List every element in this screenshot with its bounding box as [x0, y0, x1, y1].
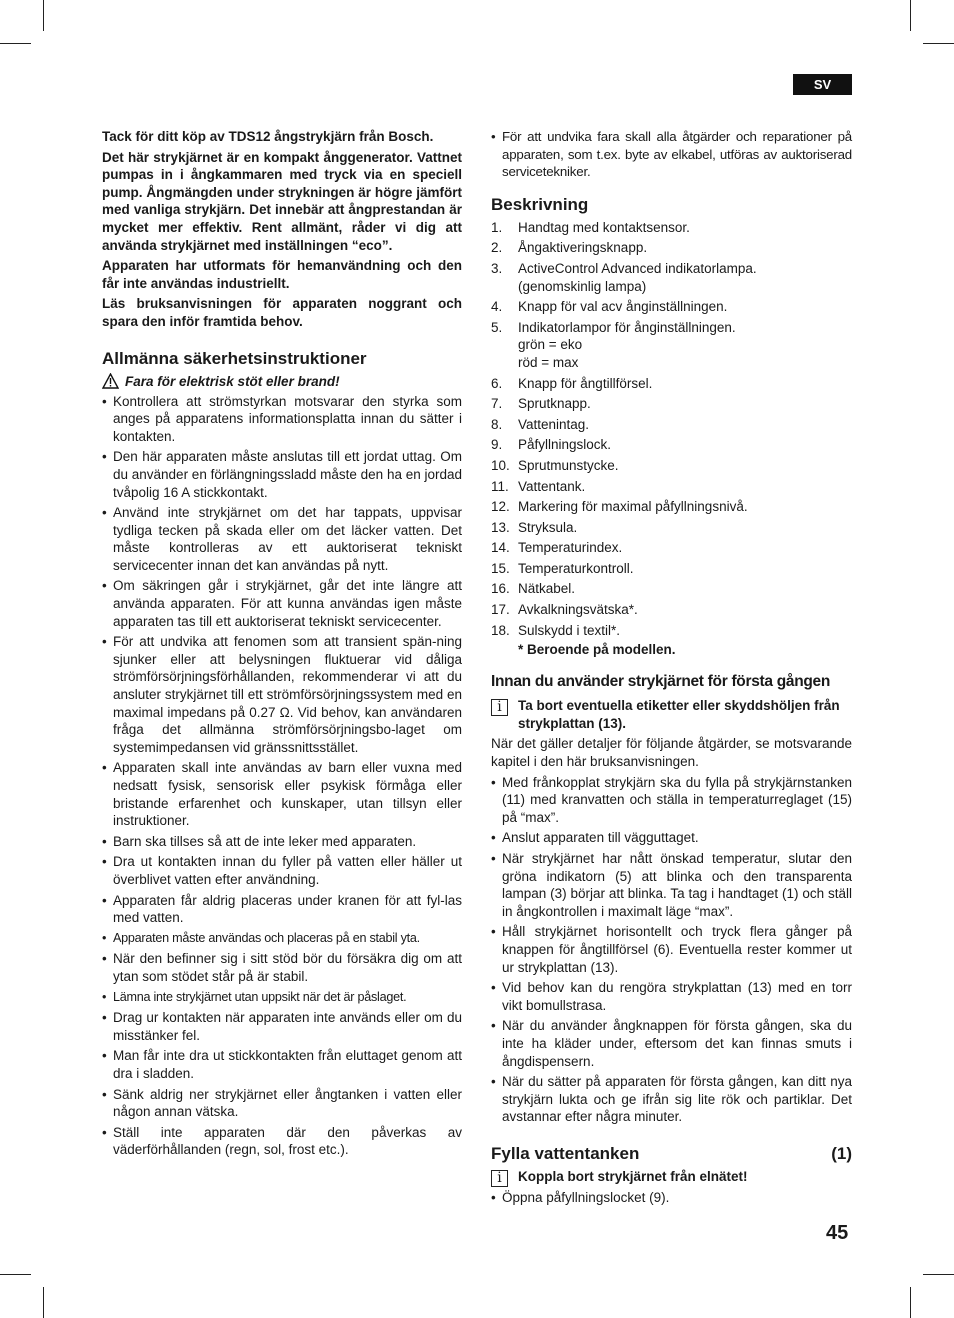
parts-list-item: [491, 478, 852, 496]
item-text: Sprutknapp.: [518, 396, 591, 412]
item-text: Handtag med kontaktsensor.: [518, 219, 690, 235]
fill-tank-info-text: Koppla bort strykjärnet från elnätet!: [518, 1168, 748, 1184]
list-item: • När strykjärnet har nått önskad temperatur, slutar den gröna indikatorn (5) att blinka och den transparenta lampan (3) börjar att blinka. Ta tag i handtaget (1) och ställ in ångkontrollen i maximalt läge “max”.: [491, 850, 852, 920]
parts-list-item: [491, 519, 852, 537]
fill-tank-heading: Fylla vattentanken: [491, 1143, 640, 1163]
parts-list-item: [491, 560, 852, 578]
item-subtext: röd = max: [518, 354, 579, 370]
item-text: Påfyllningslock.: [518, 437, 612, 453]
item-text: Sulskydd i textil*.: [518, 622, 621, 638]
page-number: 45: [826, 1222, 849, 1244]
crop-mark: [43, 0, 44, 31]
first-use-heading: Innan du använder strykjärnet för första gången: [491, 673, 831, 691]
item-number: 1.: [491, 219, 503, 235]
parts-list-item: [491, 601, 852, 619]
item-number: 11.: [491, 478, 509, 494]
item-number: 7.: [491, 396, 503, 412]
parts-list-item: [491, 319, 852, 372]
info-icon: i: [491, 1170, 508, 1187]
list-item: • Öppna påfyllningslocket (9).: [491, 1189, 852, 1207]
item-text: Markering för maximal påfyllningsnivå.: [518, 499, 748, 515]
parts-list-item: [491, 375, 852, 393]
intro-read-manual: Läs bruksanvisningen för apparaten noggrant och spara den inför framtida behov.: [102, 296, 462, 329]
list-item: • Vid behov kan du rengöra strykplattan (13) med en torr vikt bomullstrasa.: [491, 979, 852, 1014]
item-number: 2.: [491, 240, 503, 256]
left-column: [102, 128, 462, 1162]
parts-list-item: [491, 539, 852, 557]
parts-list-item: [491, 219, 852, 237]
list-item: • När du använder ångknappen för första gången, ska du inte ha kläder under, eftersom det kan finnas smuts i ångdispensern.: [491, 1017, 852, 1070]
item-text: Knapp för val acv ånginställningen.: [518, 299, 728, 315]
crop-mark: [923, 43, 954, 44]
list-item: • Apparaten får aldrig placeras under kranen för att fyl-las med vatten.: [102, 892, 462, 927]
warning-triangle-icon: [102, 373, 119, 389]
list-item: • Håll strykjärnet horisontellt och tryck flera gånger på knappen för ångtillförsel (6). Eventuella rester kommer ut ur strykplattan (13).: [491, 923, 852, 976]
list-item: • Anslut apparaten till vägguttaget.: [491, 829, 852, 847]
list-item: • Ställ inte apparaten där den påverkas av väderförhållanden (regn, sol, frost etc.).: [102, 1124, 462, 1159]
safety-list-continued: [491, 128, 852, 181]
intro-household-use: Apparaten har utformats för hemanvändning och den får inte användas industriellt.: [102, 258, 462, 291]
crop-mark: [0, 43, 31, 44]
item-number: 18.: [491, 622, 510, 638]
list-item: • Lämna inte strykjärnet utan uppsikt när det är påslaget.: [102, 989, 462, 1007]
parts-list-item: [491, 580, 852, 598]
item-number: 14.: [491, 540, 510, 556]
item-text: Nätkabel.: [518, 581, 576, 597]
crop-mark: [0, 1274, 31, 1275]
item-number: 6.: [491, 375, 503, 391]
list-item: • Drag ur kontakten när apparaten inte används eller om du misstänker fel.: [102, 1009, 462, 1044]
list-item: • Med frånkopplat strykjärn ska du fylla på strykjärnstanken (11) med kranvatten och ställa in temperaturreglaget (15) på “max”.: [491, 774, 852, 827]
parts-list-item: [491, 260, 852, 295]
parts-list-item: [491, 416, 852, 434]
crop-mark: [910, 0, 911, 31]
safety-list: [102, 393, 462, 1159]
item-text: ActiveControl Advanced indikatorlampa.: [518, 260, 757, 276]
item-number: 15.: [491, 560, 510, 576]
parts-list-item: [491, 239, 852, 257]
crop-mark: [43, 1287, 44, 1318]
crop-mark: [910, 1287, 911, 1318]
item-text: Ångaktiveringsknapp.: [518, 240, 648, 256]
parts-note: * Beroende på modellen.: [518, 642, 676, 658]
item-text: Vattentank.: [518, 478, 586, 494]
fill-tank-heading-row: [491, 1144, 852, 1164]
first-use-paragraph: När det gäller detaljer för följande åtgärder, se motsvarande kapitel i den här bruksanvisningen.: [491, 736, 852, 770]
fill-tank-list: [491, 1189, 852, 1207]
item-text: Temperaturkontroll.: [518, 560, 634, 576]
item-text: Stryksula.: [518, 519, 578, 535]
item-number: 16.: [491, 581, 510, 597]
item-number: 8.: [491, 416, 503, 432]
list-item: • Kontrollera att strömstyrkan motsvarar den styrka som anges på apparatens informationsplatta innan du sätter i kontakten.: [102, 393, 462, 446]
list-item: • För att undvika att fenomen som att transient spän-ning sjunker eller att belysningen fluktuerar vid dåliga strömförsörjningsförhållanden, rekommenderar vi att du ansluter strykjärnet till ett strömförsörjningssystem med en maximal impedans på 0.27 Ω. Vid behov, kan användaren fråga det allmänna strömförsörjningsbo-laget om systemimpedansen vid gränssnittsstället.: [102, 633, 462, 756]
item-text: Sprutmunstycke.: [518, 457, 619, 473]
parts-list-item: [491, 498, 852, 516]
item-text: Knapp för ångtillförsel.: [518, 375, 653, 391]
item-number: 3.: [491, 260, 503, 276]
list-item: • För att undvika fara skall alla åtgärder och reparationer på apparaten, som t.ex. byte av elkabel, utföras av auktoriserad servicetekniker.: [491, 128, 852, 181]
item-subtext: grön = eko: [518, 337, 583, 353]
list-item: • Sänk aldrig ner strykjärnet eller ångtanken i vatten eller någon annan vätska.: [102, 1086, 462, 1121]
list-item: • Apparaten måste användas och placeras på en stabil yta.: [102, 930, 462, 948]
parts-list: [491, 219, 852, 639]
first-use-info-text: Ta bort eventuella etiketter eller skyddshöljen från strykplattan (13).: [518, 698, 840, 731]
safety-warning: [102, 373, 462, 389]
item-number: 4.: [491, 299, 503, 315]
list-item: • Apparaten skall inte användas av barn eller vuxna med nedsatt fysisk, sensorisk eller psykisk förmåga eller bristande erfarenhet och kunskaper, utan tillsyn eller instruktioner.: [102, 759, 462, 829]
list-item: • Dra ut kontakten innan du fyller på vatten eller häller ut överblivet vatten efter användning.: [102, 853, 462, 888]
safety-warning-text: Fara för elektrisk stöt eller brand!: [125, 373, 340, 389]
first-use-list: [491, 774, 852, 1126]
parts-list-item: [491, 436, 852, 454]
item-text: Indikatorlampor för ånginställningen.: [518, 319, 736, 335]
item-text: Avkalkningsvätska*.: [518, 602, 638, 618]
list-item: • Man får inte dra ut stickkontakten från eluttaget genom att dra i sladden.: [102, 1047, 462, 1082]
item-number: 17.: [491, 602, 510, 618]
list-item: • Om säkringen går i strykjärnet, går det inte längre att använda apparaten. För att kunna användas igen måste apparaten tas till ett auktoriserat tekniskt servicecenter.: [102, 577, 462, 630]
intro-description: Det här strykjärnet är en kompakt ånggenerator. Vattnet pumpas in i ångkammaren med tryck via en speciell pump. Ångmängden under strykningen är högre jämfört med vanliga strykjärn. Det innebär att ångprestandan är mycket mer effektiv. Rent allmänt, råder vi dig att använda strykjärnet med inställningen “eco”.: [102, 149, 462, 253]
description-heading: Beskrivning: [491, 194, 589, 214]
item-number: 5.: [491, 319, 503, 335]
list-item: • Barn ska tillses så att de inte leker med apparaten.: [102, 833, 462, 851]
list-item: • När den befinner sig i sitt stöd bör du försäkra dig om att ytan som stödet står på är stabil.: [102, 950, 462, 985]
list-item: • Den här apparaten måste anslutas till ett jordat uttag. Om du använder en förlängningssladd måste den ha en jordad tvåpolig 16 A stickkontakt.: [102, 448, 462, 501]
item-text: Temperaturindex.: [518, 540, 623, 556]
list-item: • Använd inte strykjärnet om det har tappats, uppvisar tydliga tecken på skada eller om det läcker vatten. Det måste kontrolleras av ett auktoriserat tekniskt servicecenter innan det kan användas på nytt.: [102, 504, 462, 574]
info-icon: i: [491, 699, 508, 716]
item-text: Vattenintag.: [518, 416, 590, 432]
item-number: 9.: [491, 437, 503, 453]
right-column: [491, 128, 852, 1209]
item-number: 12.: [491, 499, 510, 515]
language-badge: SV: [793, 74, 852, 95]
safety-heading: Allmänna säkerhetsinstruktioner: [102, 348, 367, 368]
parts-list-item: [491, 457, 852, 475]
parts-list-item: [491, 622, 852, 640]
fill-tank-info: [491, 1168, 852, 1186]
crop-mark: [923, 1274, 954, 1275]
first-use-info: [491, 697, 852, 732]
list-item: • När du sätter på apparaten för första gången, kan ditt nya strykjärn lukta och ge ifrån sig lite rök och partiklar. Det avstannar efter några minuter.: [491, 1073, 852, 1126]
item-number: 10.: [491, 457, 510, 473]
intro-thanks: Tack för ditt köp av TDS12 ångstrykjärn från Bosch.: [102, 129, 434, 144]
parts-list-item: [491, 395, 852, 413]
fill-tank-ref: (1): [831, 1143, 852, 1163]
item-number: 13.: [491, 519, 510, 535]
parts-list-item: [491, 298, 852, 316]
item-subtext: (genomskinlig lampa): [518, 278, 647, 294]
